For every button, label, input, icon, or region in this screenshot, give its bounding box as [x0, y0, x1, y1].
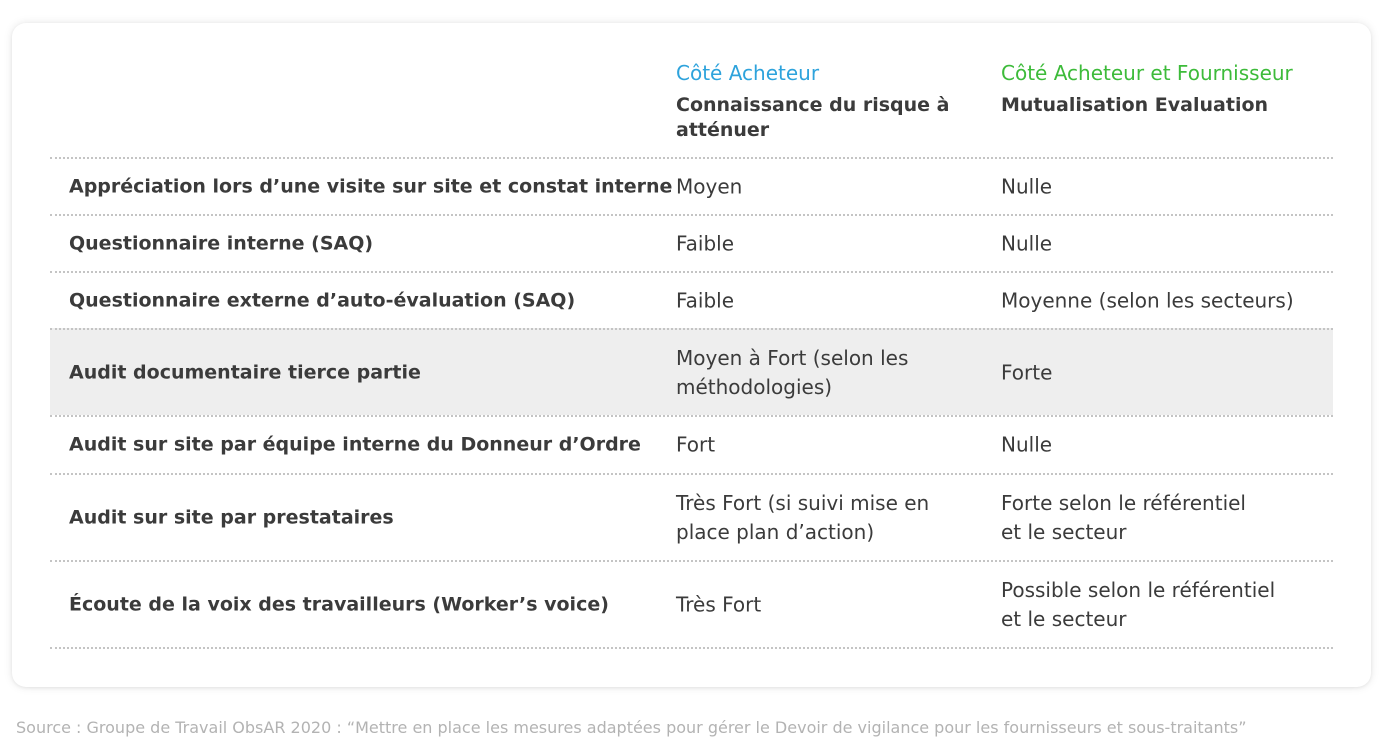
- table-row: [50, 328, 1333, 415]
- source-caption: Source : Groupe de Travail ObsAR 2020 : “Mettre en place les mesures adaptées pour gérer le Devoir de vigilance pour les fournisseurs et sous-traitants”: [16, 718, 1247, 737]
- method-label: Audit sur site par équipe interne du Donneur d’Ordre: [69, 433, 641, 456]
- header-pooling-evaluation: Mutualisation Evaluation: [1001, 94, 1269, 116]
- pooling-value: Nulle: [1001, 231, 1053, 255]
- pooling-value: Nulle: [1001, 174, 1053, 198]
- method-label: Écoute de la voix des travailleurs (Worker’s voice): [69, 593, 609, 615]
- method-label: Questionnaire externe d’auto-évaluation (SAQ): [69, 289, 576, 311]
- risk-knowledge-value: Fort: [676, 432, 716, 457]
- pooling-value: Forte selon le référentiel et le secteur: [1001, 490, 1246, 544]
- header-buyer-supplier-column: [1001, 61, 1331, 118]
- risk-knowledge-value: Moyen: [676, 174, 743, 198]
- comparison-card: [12, 23, 1371, 687]
- risk-knowledge-value: Très Fort (si suivi mise en place plan d’action): [676, 490, 930, 544]
- table-row: [50, 214, 1333, 271]
- risk-knowledge-value: Faible: [676, 231, 735, 255]
- header-risk-knowledge: Connaissance du risque à atténuer: [676, 94, 950, 141]
- comparison-table: [50, 23, 1333, 649]
- header-buyer-column: [676, 61, 976, 143]
- method-label: Appréciation lors d’une visite sur site et constat interne: [69, 175, 673, 197]
- table-row: [50, 473, 1333, 560]
- method-label: Audit sur site par prestataires: [69, 506, 394, 528]
- table-header: [50, 23, 1333, 157]
- table-row: [50, 415, 1333, 473]
- header-buyer-supplier-side: Côté Acheteur et Fournisseur: [1001, 61, 1293, 85]
- pooling-value: Forte: [1001, 360, 1053, 384]
- table-row: [50, 157, 1333, 214]
- method-label: Questionnaire interne (SAQ): [69, 232, 374, 254]
- risk-knowledge-value: Très Fort: [676, 592, 762, 616]
- risk-knowledge-value: Faible: [676, 288, 735, 312]
- table-row: [50, 271, 1333, 328]
- pooling-value: Moyenne (selon les secteurs): [1001, 288, 1294, 312]
- pooling-value: Possible selon le référentiel et le secteur: [1001, 577, 1276, 631]
- table-row: [50, 560, 1333, 649]
- pooling-value: Nulle: [1001, 432, 1053, 457]
- method-label: Audit documentaire tierce partie: [69, 361, 421, 383]
- header-buyer-side: Côté Acheteur: [676, 61, 820, 85]
- risk-knowledge-value: Moyen à Fort (selon les méthodologies): [676, 345, 909, 399]
